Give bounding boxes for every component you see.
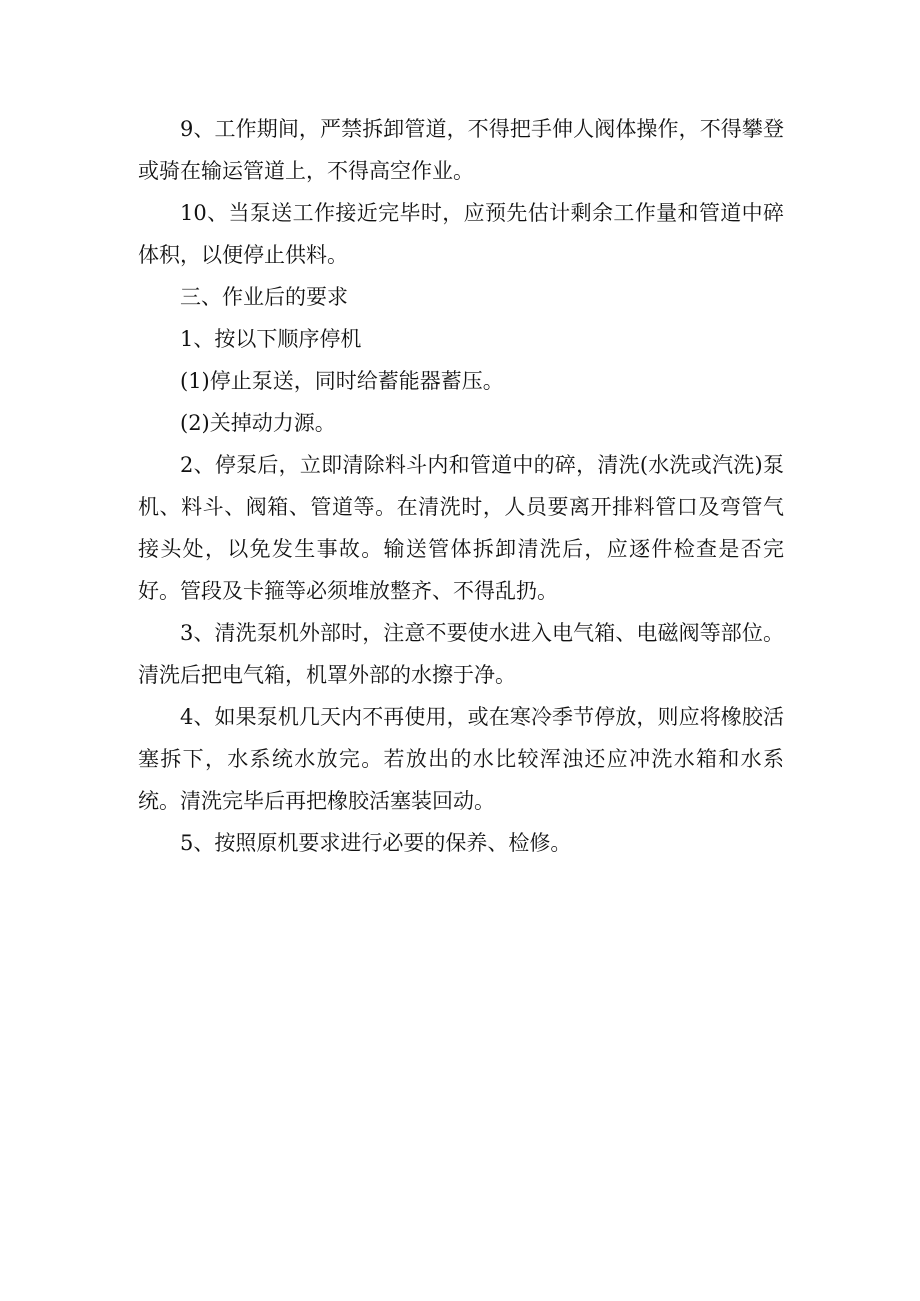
paragraph-subitem-1: (1)停止泵送，同时给蓄能器蓄压。 [180, 369, 504, 393]
paragraph-item-3: 3、清洗泵机外部时，注意不要使水进入电气箱、电磁阀等部位。清洗后把电气箱，机罩外部的水擦于净。 [138, 621, 784, 687]
paragraph-item-2: 2、停泵后，立即清除料斗内和管道中的碎，清洗(水洗或汽洗)泵机、料斗、阀箱、管道等。在清洗时，人员要离开排料管口及弯管气接头处，以免发生事故。输送管体拆卸清洗后，应逐件检查是否完好。管段及卡箍等必须堆放整齐、不得乱扔。 [138, 453, 784, 603]
document-body [138, 108, 784, 864]
paragraph-item-1: 1、按以下顺序停机 [180, 327, 362, 351]
paragraph-item-10: 10、当泵送工作接近完毕时，应预先估计剩余工作量和管道中碎体积，以便停止供料。 [138, 201, 784, 267]
paragraph-item-9: 9、工作期间，严禁拆卸管道，不得把手伸人阀体操作，不得攀登或骑在输运管道上，不得高空作业。 [138, 117, 784, 183]
paragraph-subitem-2: (2)关掉动力源。 [180, 411, 336, 435]
paragraph-item-4: 4、如果泵机几天内不再使用，或在寒冷季节停放，则应将橡胶活塞拆下，水系统水放完。若放出的水比较浑浊还应冲洗水箱和水系统。清洗完毕后再把橡胶活塞装回动。 [138, 705, 784, 813]
section-heading-after-work: 三、作业后的要求 [180, 285, 348, 309]
paragraph-item-5: 5、按照原机要求进行必要的保养、检修。 [180, 831, 572, 855]
